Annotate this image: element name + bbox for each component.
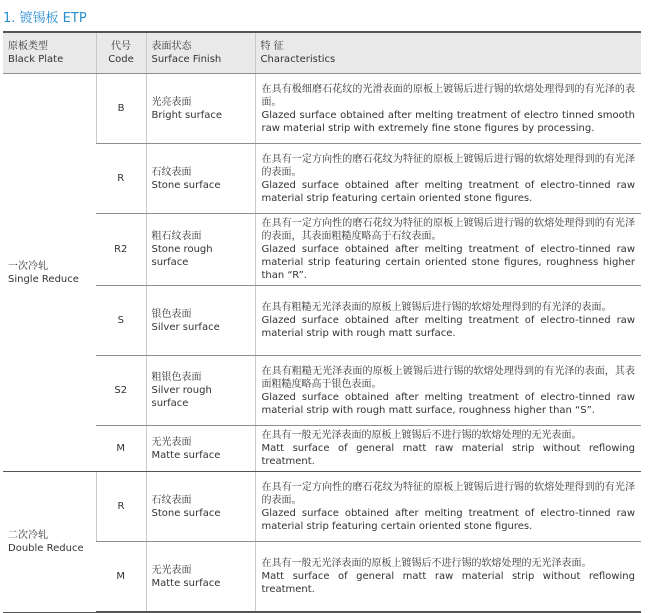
group-cn: 二次冷轧 xyxy=(8,529,48,541)
finish-en: Matte surface xyxy=(151,449,221,461)
char-en: Glazed surface obtained after melting treatment of electro-tinned raw material strip with rough matt surface. xyxy=(261,315,635,339)
header-black-plate xyxy=(3,32,96,74)
code-cell: R xyxy=(96,144,146,214)
char-cell xyxy=(255,426,641,472)
char-en: Glazed surface obtained after melting treatment of electro-tinned raw material strip featuring certain oriented stone figures. xyxy=(261,507,635,532)
header-black-plate-cn: 原板类型 xyxy=(8,41,48,52)
finish-en: Stone rough surface xyxy=(151,244,213,268)
char-cell xyxy=(255,542,641,613)
group-cn: 一次冷轧 xyxy=(8,260,48,272)
finish-cn: 粗银色表面 xyxy=(151,372,202,383)
char-cell xyxy=(255,214,641,286)
header-finish-en: Surface Finish xyxy=(151,54,222,65)
finish-cell xyxy=(146,214,255,286)
finish-cn: 无光表面 xyxy=(151,436,192,448)
char-cell xyxy=(255,286,641,356)
finish-cell xyxy=(146,144,255,214)
finish-cell xyxy=(146,286,255,356)
code-cell: M xyxy=(96,542,146,613)
header-code-en: Code xyxy=(108,54,134,65)
finish-cell xyxy=(146,426,255,472)
table-row xyxy=(3,74,641,144)
char-cn: 在具有一定方向性的磨石花纹为特征的原板上镀锡后进行锡的软熔处理得到的有光泽的表面。 xyxy=(261,481,635,506)
char-cn: 在具有粗糙无光泽表面的原板上镀锡后进行锡的软熔处理得到的有光泽的表面，其表面粗糙度略高于银色表面。 xyxy=(261,365,635,390)
table-row xyxy=(3,472,641,542)
table-row xyxy=(3,214,641,286)
char-en: Glazed surface obtained after melting treatment of electro-tinned raw material strip featuring certain oriented stone figures, roughness higher than “R”. xyxy=(261,244,635,281)
finish-cn: 银色表面 xyxy=(151,308,192,320)
header-black-plate-en: Black Plate xyxy=(8,54,64,65)
table-row xyxy=(3,542,641,613)
code-cell: B xyxy=(96,74,146,144)
code-cell: M xyxy=(96,426,146,472)
finish-cn: 石纹表面 xyxy=(151,166,192,178)
code-cell: R2 xyxy=(96,214,146,286)
char-cell xyxy=(255,356,641,426)
etp-table xyxy=(3,31,641,613)
char-en: Matt surface of general matt raw material strip without reflowing treatment. xyxy=(261,571,635,595)
char-cn: 在具有一定方向性的磨石花纹为特征的原板上镀锡后进行锡的软熔处理得到的有光泽的表面。 xyxy=(261,153,635,178)
finish-en: Matte surface xyxy=(151,577,221,589)
char-cn: 在具有一定方向性的磨石花纹为特征的原板上镀锡后进行锡的软熔处理得到的有光泽的表面，其表面粗糙度略高于石纹表面。 xyxy=(261,218,635,242)
char-en: Matt surface of general matt raw material strip without reflowing treatment. xyxy=(261,443,635,467)
char-en: Glazed surface obtained after melting treatment of electro tinned smooth raw material strip with extremely fine stone figures by processing. xyxy=(261,109,635,134)
group-double-reduce xyxy=(3,472,96,613)
header-finish xyxy=(146,32,255,74)
finish-cn: 光亮表面 xyxy=(151,96,192,108)
char-cell xyxy=(255,472,641,542)
finish-cell xyxy=(146,74,255,144)
finish-en: Stone surface xyxy=(151,179,221,191)
char-cn: 在具有极细磨石花纹的光滑表面的原板上镀锡后进行锡的软熔处理得到的有光泽的表面。 xyxy=(261,83,635,108)
char-cn: 在具有粗糙无光泽表面的原板上镀锡后进行锡的软熔处理得到的有光泽的表面。 xyxy=(261,302,612,313)
finish-cell xyxy=(146,472,255,542)
finish-cn: 石纹表面 xyxy=(151,494,192,506)
header-code-cn: 代号 xyxy=(111,41,131,52)
table-row xyxy=(3,426,641,472)
header-characteristics xyxy=(255,32,641,74)
finish-cn: 无光表面 xyxy=(151,564,192,576)
char-cn: 在具有一般无光泽表面的原板上镀锡后不进行锡的软熔处理的无光泽表面。 xyxy=(261,558,592,569)
finish-en: Silver surface xyxy=(151,321,220,333)
header-finish-cn: 表面状态 xyxy=(151,41,192,52)
group-en: Single Reduce xyxy=(8,273,79,285)
char-cell xyxy=(255,74,641,144)
finish-en: Bright surface xyxy=(151,109,222,121)
header-char-cn: 特 征 xyxy=(260,41,284,52)
code-cell: S2 xyxy=(96,356,146,426)
table-row xyxy=(3,286,641,356)
header-code xyxy=(96,32,146,74)
finish-cell xyxy=(146,542,255,613)
header-char-en: Characteristics xyxy=(260,54,336,65)
table-header-row xyxy=(3,32,641,74)
table-row xyxy=(3,356,641,426)
group-single-reduce xyxy=(3,74,96,472)
table-row xyxy=(3,144,641,214)
code-cell: R xyxy=(96,472,146,542)
finish-en: Silver rough surface xyxy=(151,385,212,409)
finish-en: Stone surface xyxy=(151,507,221,519)
finish-cn: 粗石纹表面 xyxy=(151,231,202,242)
char-en: Glazed surface obtained after melting treatment of electro-tinned raw material strip with rough matt surface, roughness higher than “S”. xyxy=(261,391,635,416)
char-en: Glazed surface obtained after melting treatment of electro-tinned raw material strip featuring certain oriented stone figures. xyxy=(261,179,635,204)
char-cn: 在具有一般无光泽表面的原板上镀锡后不进行锡的软熔处理的无光表面。 xyxy=(261,430,582,441)
code-cell: S xyxy=(96,286,146,356)
group-en: Double Reduce xyxy=(8,542,84,554)
char-cell xyxy=(255,144,641,214)
section-title: 1. 镀锡板 ETP xyxy=(3,11,87,26)
finish-cell xyxy=(146,356,255,426)
